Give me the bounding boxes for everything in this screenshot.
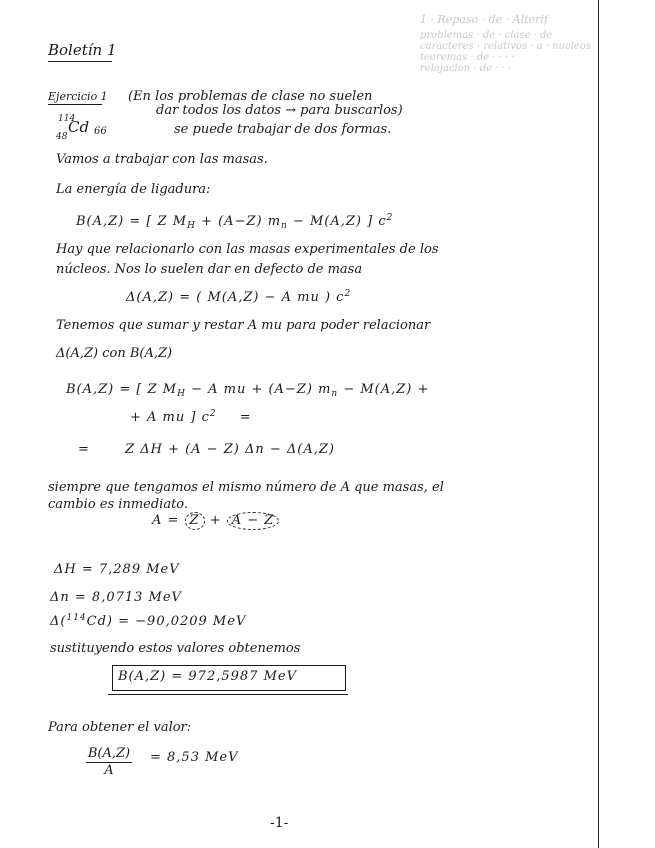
eq-expand-l2-exp: 2 bbox=[209, 409, 217, 419]
text-relate-line-1: Hay que relacionarlo con las masas experimentales de los bbox=[56, 242, 439, 257]
eq-a-az-circled: A − Z bbox=[227, 512, 280, 530]
margin-rule bbox=[598, 0, 599, 848]
faint-corner-line-4: teoremas · de · · · · bbox=[420, 52, 515, 63]
value-delta-cd-rest: Cd) = −90,0209 MeV bbox=[86, 614, 247, 629]
eq-expand-l2: + A mu ] c bbox=[130, 410, 210, 425]
eq-a-plus: + bbox=[204, 513, 227, 528]
text-masses: Vamos a trabajar con las masas. bbox=[56, 152, 268, 167]
exercise-underline bbox=[48, 104, 102, 105]
faint-corner-line-5: relajacion · de · · · bbox=[420, 63, 512, 74]
eq-expand-l1-sub-n: n bbox=[331, 389, 339, 399]
nuclide-mass-number: 114 bbox=[58, 114, 76, 124]
eq-expand-l3-equals: = bbox=[78, 442, 90, 457]
ratio-result: = 8,53 MeV bbox=[150, 750, 239, 765]
faint-corner-line-1: 1 · Repaso · de · Alterif bbox=[420, 13, 548, 26]
eq-binding-sub-h: H bbox=[187, 221, 196, 231]
fraction-binding-per-nucleon bbox=[86, 746, 132, 778]
result-binding-energy: B(A,Z) = 972,5987 MeV bbox=[118, 669, 297, 684]
page-number: -1- bbox=[270, 815, 289, 831]
exercise-note-line-1: (En los problemas de clase no suelen bbox=[128, 89, 373, 104]
value-delta-n: Δn = 8,0713 MeV bbox=[50, 590, 182, 605]
value-delta-h: ΔH = 7,289 MeV bbox=[54, 562, 180, 577]
equation-a-decomposition bbox=[152, 512, 279, 530]
eq-expand-l1-sub-h: H bbox=[177, 389, 186, 399]
text-binding: La energía de ligadura: bbox=[56, 182, 211, 197]
equation-binding-energy bbox=[76, 214, 393, 231]
eq-binding-exp: 2 bbox=[386, 213, 394, 223]
result-underline bbox=[108, 694, 348, 695]
faint-corner-line-3: caracteres · relativos · a · nucleos bbox=[420, 41, 591, 52]
text-relate-line-2: núcleos. Nos lo suelen dar en defecto de masa bbox=[56, 262, 363, 277]
text-two-ways: se puede trabajar de dos formas. bbox=[174, 122, 392, 137]
text-obtain-value: Para obtener el valor: bbox=[48, 720, 192, 735]
title-underline bbox=[48, 61, 112, 62]
eq-expand-l1-c: − M(A,Z) + bbox=[338, 382, 430, 397]
fraction-numerator: B(A,Z) bbox=[87, 746, 131, 761]
eq-expand-l2-equals: = bbox=[239, 410, 252, 425]
faint-corner-line-2: problemas · de · clase · de bbox=[420, 30, 553, 41]
eq-expand-l3-body: Z ΔH + (A − Z) Δn − Δ(A,Z) bbox=[125, 442, 335, 457]
eq-binding-sub-n: n bbox=[281, 221, 288, 231]
nuclide-neutrons: 66 bbox=[94, 126, 107, 137]
equation-expand-line-2 bbox=[130, 410, 252, 427]
eq-binding-lhs: B(A,Z) = [ Z M bbox=[76, 214, 188, 229]
nuclide-atomic-number: 48 bbox=[56, 132, 68, 142]
equation-expand-line-3 bbox=[78, 442, 335, 458]
eq-defect-body: Δ(A,Z) = ( M(A,Z) − A mu ) c bbox=[126, 290, 345, 305]
value-delta-cd-prefix: Δ( bbox=[50, 614, 67, 629]
text-change-line-1: siempre que tengamos el mismo número de A que masas, el bbox=[48, 480, 444, 495]
nuclide-notation bbox=[56, 114, 108, 144]
equation-mass-defect bbox=[126, 290, 351, 307]
page-title: Boletín 1 bbox=[48, 41, 117, 59]
exercise-label: Ejercicio 1 bbox=[48, 90, 108, 103]
equation-expand-line-1 bbox=[66, 382, 429, 399]
eq-binding-tail: − M(A,Z) ] c bbox=[287, 214, 387, 229]
fraction-denominator: A bbox=[104, 763, 114, 778]
value-delta-cd bbox=[50, 614, 246, 631]
eq-a-lhs: A = bbox=[152, 513, 185, 528]
exercise-note-line-2: dar todos los datos → para buscarlos) bbox=[156, 103, 403, 118]
eq-defect-exp: 2 bbox=[344, 289, 352, 299]
eq-expand-l1-b: − A mu + (A−Z) m bbox=[185, 382, 332, 397]
value-delta-cd-mass: 114 bbox=[66, 613, 87, 623]
eq-expand-l1-a: B(A,Z) = [ Z M bbox=[66, 382, 178, 397]
text-substitute: sustituyendo estos valores obtenemos bbox=[50, 641, 301, 656]
eq-a-z-circled: Z bbox=[185, 512, 205, 530]
text-add-subtract-line-1: Tenemos que sumar y restar A mu para poder relacionar bbox=[56, 318, 431, 333]
eq-binding-mid: + (A−Z) m bbox=[195, 214, 282, 229]
nuclide-symbol: Cd bbox=[68, 118, 90, 136]
text-change-line-2: cambio es inmediato. bbox=[48, 497, 189, 512]
text-add-subtract-line-2: Δ(A,Z) con B(A,Z) bbox=[56, 346, 173, 361]
